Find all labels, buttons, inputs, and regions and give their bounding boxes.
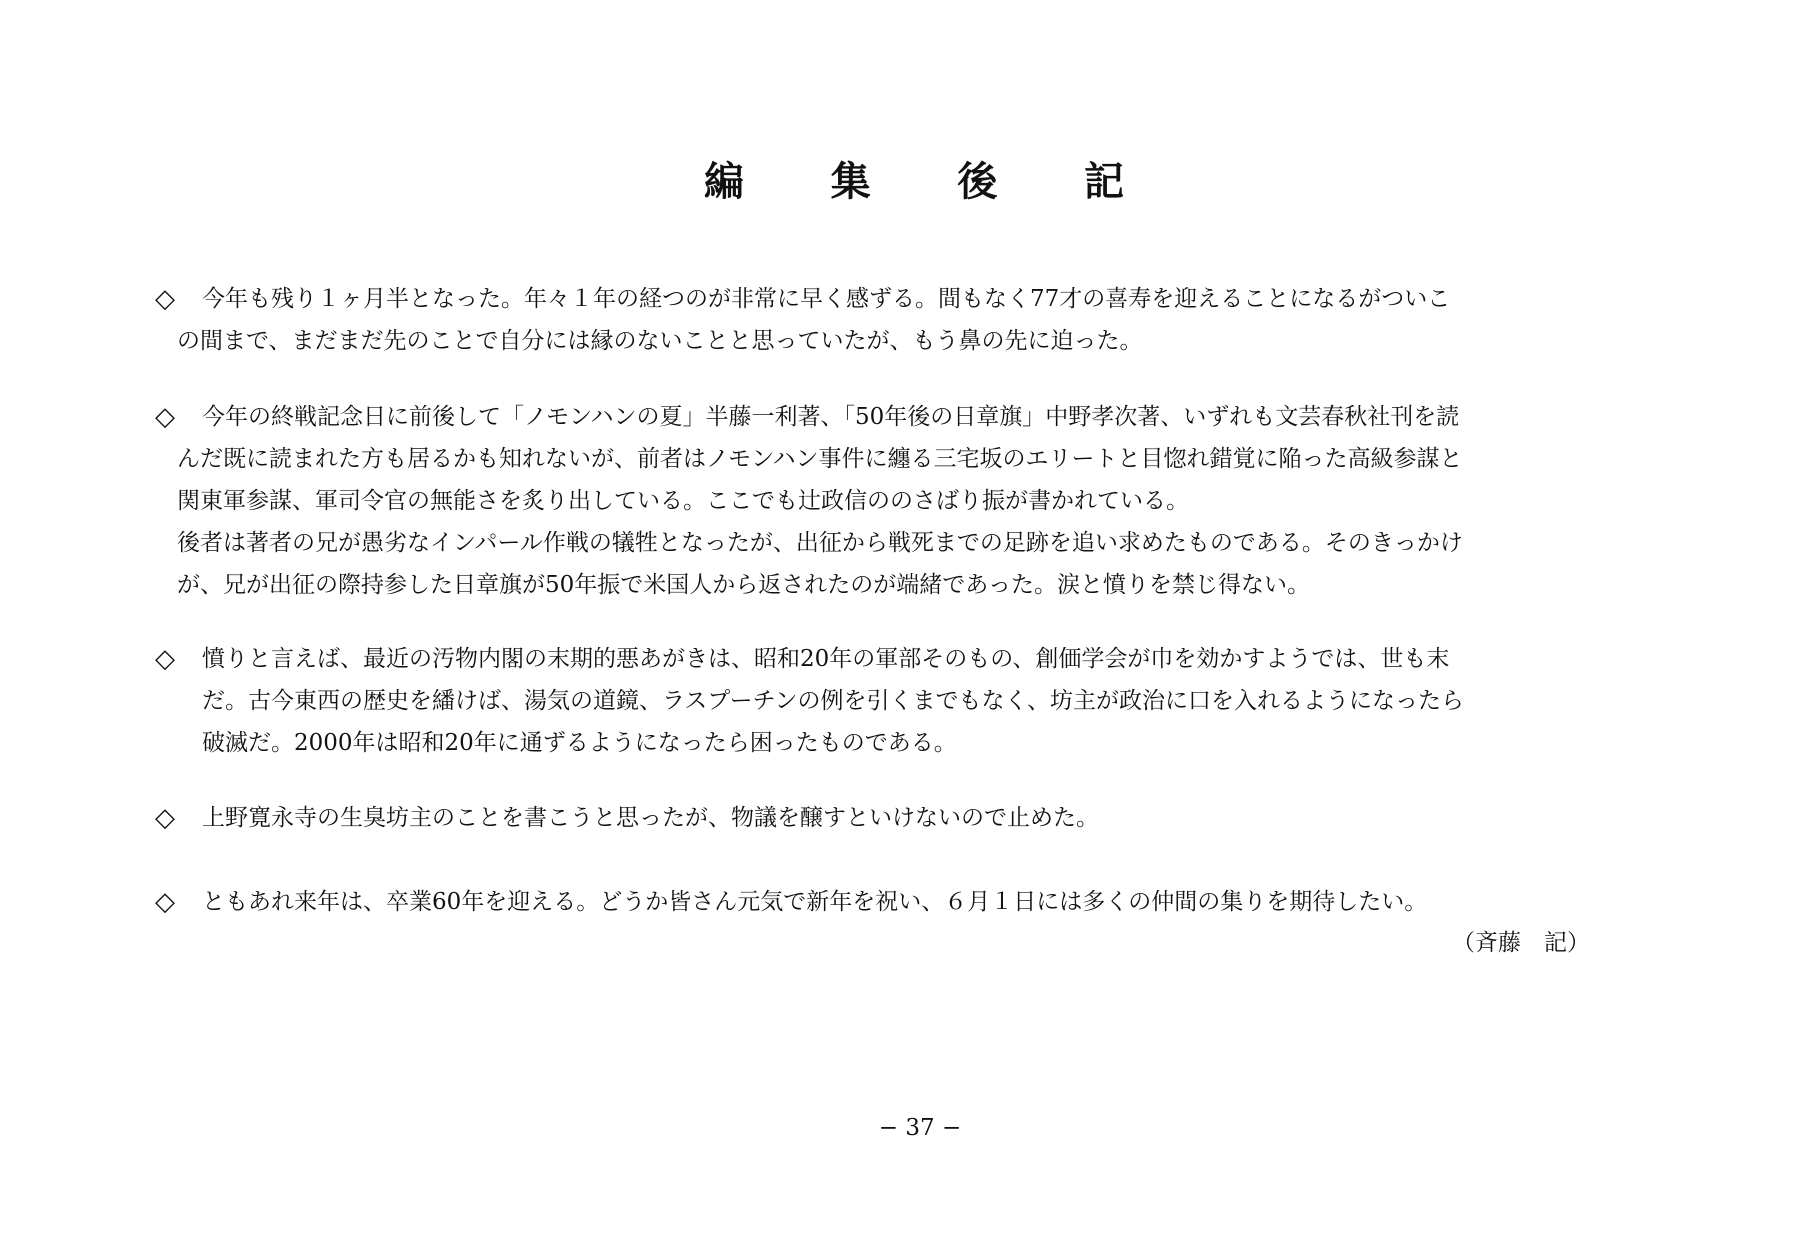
entry-line: んだ既に読まれた方も居るかも知れないが、前者はノモンハン事件に纏る三宅坂のエリートと目惚れ錯覚に陥った高級参謀と bbox=[177, 446, 1463, 472]
title-char: 後 bbox=[957, 158, 998, 205]
entry-line: の間まで、まだまだ先のことで自分には縁のないことと思っていたが、もう鼻の先に迫った。 bbox=[177, 328, 1143, 354]
note-entry bbox=[150, 638, 1670, 764]
entry-line: 今年も残り１ヶ月半となった。年々１年の経つのが非常に早く感ずる。間もなく77才の喜寿を迎えることになるがついこ bbox=[202, 286, 1451, 312]
page-number: − 37 − bbox=[878, 1115, 962, 1141]
entry-line: 上野寛永寺の生臭坊主のことを書こうと思ったが、物議を醸すといけないので止めた。 bbox=[202, 805, 1099, 831]
diamond-bullet-icon: ◇ bbox=[155, 644, 175, 674]
entry-line: 今年の終戦記念日に前後して「ノモンハンの夏」半藤一利著、「50年後の日章旗」中野孝次著、いずれも文芸春秋社刊を読 bbox=[202, 404, 1460, 430]
entry-line: だ。古今東西の歴史を繙けば、湯気の道鏡、ラスプーチンの例を引くまでもなく、坊主が政治に口を入れるようになったら bbox=[202, 688, 1465, 714]
title-char: 集 bbox=[830, 158, 871, 205]
entry-line: 破滅だ。2000年は昭和20年に通ずるようになったら困ったものである。 bbox=[202, 730, 957, 756]
title-char: 記 bbox=[1083, 158, 1124, 205]
page-title bbox=[704, 150, 1124, 206]
note-entry bbox=[150, 396, 1670, 606]
diamond-bullet-icon: ◇ bbox=[155, 402, 175, 432]
entry-line: 関東軍参謀、軍司令官の無能さを炙り出している。ここでも辻政信ののさばり振が書かれている。 bbox=[177, 488, 1189, 514]
entry-line: ともあれ来年は、卒業60年を迎える。どうか皆さん元気で新年を祝い、６月１日には多くの仲間の集りを期待したい。 bbox=[202, 889, 1428, 915]
entry-line: 憤りと言えば、最近の汚物内閣の末期的悪あがきは、昭和20年の軍部そのもの、創価学会が巾を効かすようでは、世も末 bbox=[202, 646, 1450, 672]
note-entry bbox=[150, 797, 1670, 839]
diamond-bullet-icon: ◇ bbox=[155, 284, 175, 314]
note-entry bbox=[150, 278, 1670, 362]
entry-line: 後者は著者の兄が愚劣なインパール作戦の犠牲となったが、出征から戦死までの足跡を追い求めたものである。そのきっかけ bbox=[177, 530, 1463, 556]
entry-line: が、兄が出征の際持参した日章旗が50年振で米国人から返されたのが端緒であった。涙と憤りを禁じ得ない。 bbox=[177, 572, 1311, 598]
author-signature: （斉藤 記） bbox=[1452, 930, 1590, 956]
diamond-bullet-icon: ◇ bbox=[155, 803, 175, 833]
title-char: 編 bbox=[704, 158, 744, 205]
note-entry bbox=[150, 881, 1670, 923]
diamond-bullet-icon: ◇ bbox=[155, 887, 175, 917]
